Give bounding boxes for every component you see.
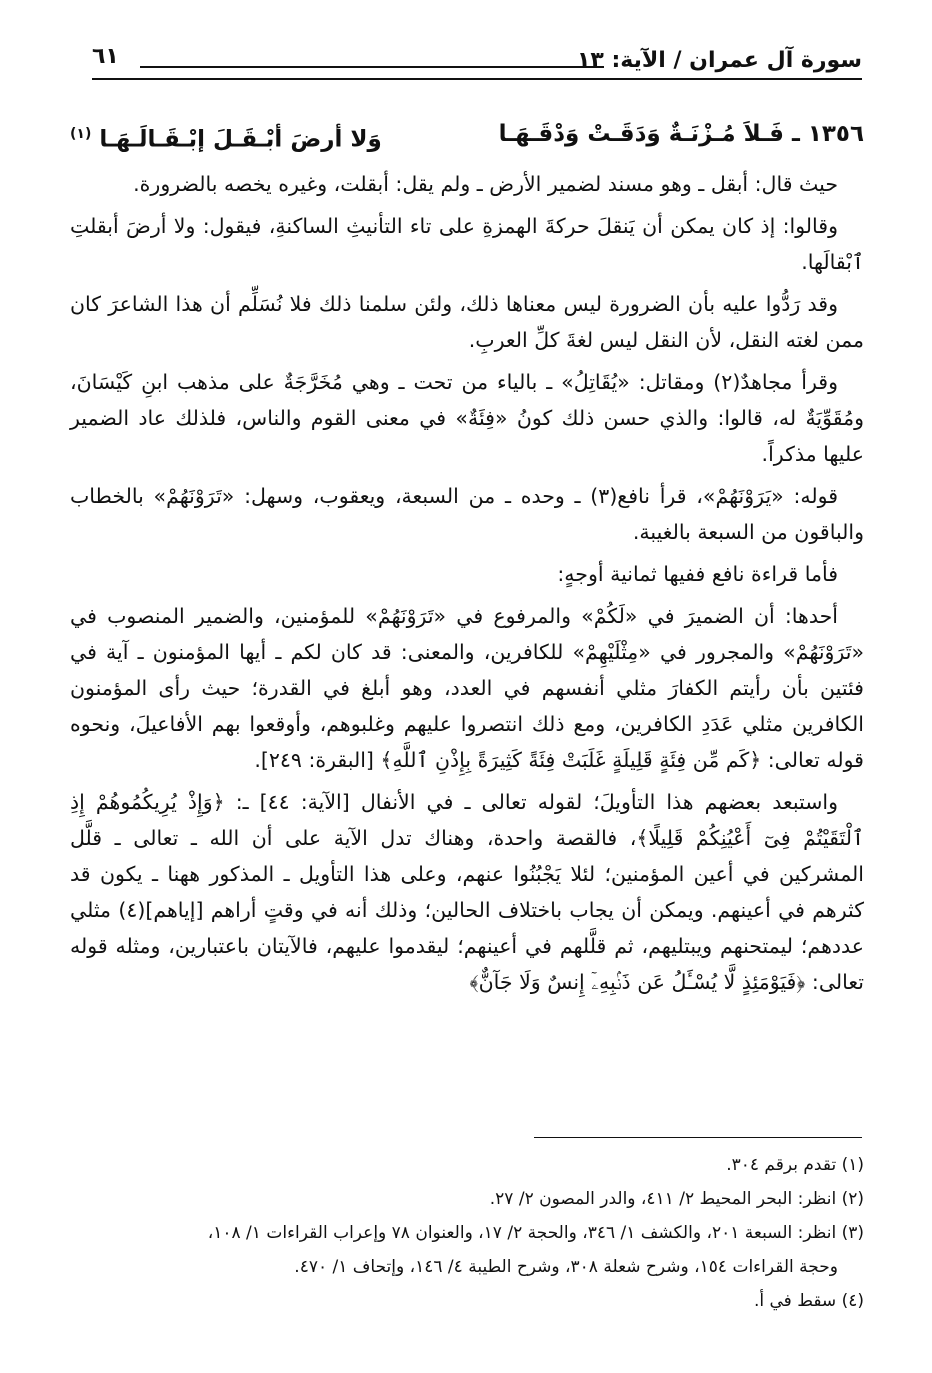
- footnote: (١) تقدم برقم ٣٠٤.: [726, 1155, 864, 1175]
- main-text: [70, 116, 864, 1006]
- footnote-continuation: وحجة القراءات ١٥٤، وشرح شعلة ٣٠٨، وشرح الطيبة ٤/ ١٤٦، وإتحاف ١/ ٤٧٠.: [294, 1257, 838, 1277]
- footnote: (٤) سقط في أ.: [753, 1291, 864, 1311]
- poetry-verse: [70, 116, 864, 158]
- header-underline: [92, 78, 862, 80]
- footnote-separator: [534, 1137, 862, 1138]
- paragraph: فأما قراءة نافع ففيها ثمانية أوجهٍ:: [557, 561, 838, 586]
- paragraph: حيث قال: أبقل ـ وهو مسند لضمير الأرض ـ ولم يقل: أبقلت، وغيره يخصه بالضرورة.: [133, 171, 838, 196]
- footnote: (٢) انظر: البحر المحيط ٢/ ٤١١، والدر المصون ٢/ ٢٧.: [489, 1189, 864, 1209]
- paragraph: واستبعد بعضهم هذا التأويلَ؛ لقوله تعالى ـ في الأنفال [الآية: ٤٤] ـ: ﴿وَإِذْ يُرِيكُمُوهُمْ إِذِ ٱلْتَقَيْتُمْ فِىٓ أَعْيُنِكُمْ قَلِيلًا﴾، فالقصة واحدة، وهناك تدل الآية على أن الله ـ تعالى ـ قلَّل المشركين في أعين المؤمنين؛ لئلا يَجْبُنُوا عنهم، وعلى هذا التأويل ـ المذكور ههنا ـ يكون قد كثرهم في أعينهم. ويمكن أن يجاب باختلاف الحالين؛ وذلك أنه في وقتٍ أراهم [إياهم](٤) مثلي عددهم؛ ليمتحنهم ويبتليهم، ثم قلَّلهم في أعينهم؛ ليقدموا عليهم، فالآيتان باعتبارين، ومثله قوله تعالى: ﴿فَيَوْمَئِذٍ لَّا يُسْـَٔلُ عَن ذَنۢبِهِۦٓ إِنسٌ وَلَا جَآنٌّ﴾: [70, 789, 864, 994]
- paragraph: وقالوا: إذ كان يمكن أن يَنقلَ حركةَ الهمزةِ على تاء التأنيثِ الساكنةِ، فيقول: ولا أرضَ أبقلتِ ٱبْقالَها.: [70, 213, 864, 274]
- footnote: (٣) انظر: السبعة ٢٠١، والكشف ١/ ٣٤٦، والحجة ٢/ ١٧، والعنوان ٧٨ وإعراب القراءات ١/ ١٠٨،: [207, 1223, 864, 1243]
- verse-left-part: [70, 116, 382, 158]
- footnote-marker: (١): [70, 126, 92, 142]
- page-number: ٦١: [92, 44, 119, 69]
- verse-right-hemistich: ـ فَـلاَ مُـزْنَـةٌ وَدَقَـتْ وَدْقَـهَـا: [498, 121, 800, 147]
- paragraph: قوله: «يَرَوْنَهُمْ»، قرأ نافع(٣) ـ وحده ـ من السبعة، ويعقوب، وسهل: «تَرَوْنَهُمْ» بالخطاب والباقون من السبعة بالغيبة.: [70, 483, 864, 544]
- paragraph: أحدها: أن الضميرَ في «لَكُمْ» والمرفوع في «تَرَوْنَهُمْ» للمؤمنين، والضمير المنصوب في «تَرَوْنَهُمْ» والمجرور في «مِثْلَيْهِمْ» للكافرين، والمعنى: قد كان لكم ـ أيها المؤمنون ـ آية في فئتين بأن رأيتم الكفارَ مثلي أنفسهم في العدد، وهو أبلغ في القدرة؛ حيث رأى المؤمنون الكافرين مثلي عَدَدِ الكافرين، ومع ذلك انتصروا عليهم وغلبوهم، وأوقعوا بهم الأفاعيلَ، ونحوه قوله تعالى: ﴿كَم مِّن فِئَةٍ قَلِيلَةٍ غَلَبَتْ فِئَةً كَثِيرَةً بِإِذْنِ ٱللَّهِ﴾ [البقرة: ٢٤٩].: [70, 603, 864, 772]
- running-title: سورة آل عمران / الآية: ١٣: [576, 48, 862, 73]
- paragraph: وقد رَدُّوا عليه بأن الضرورة ليس معناها ذلك، ولئن سلمنا ذلك فلا نُسَلِّم أن هذا الشاعرَ كان ممن لغته النقل، لأن النقل ليس لغةَ كلِّ العربِ.: [70, 291, 864, 352]
- paragraph: وقرأ مجاهدٌ(٢) ومقاتل: «يُقَاتِلُ» ـ بالياء من تحت ـ وهي مُخَرَّجَةٌ على مذهب ابنِ كَيْسَانَ، ومُقَوِّيَةٌ له، قالوا: والذي حسن ذلك كونُ «فِئَةٌ» في معنى القوم والناس، فلذلك عاد الضمير عليها مذكراً.: [70, 369, 864, 466]
- footnotes: [70, 1148, 864, 1318]
- verse-right-part: [499, 116, 864, 158]
- page-header: [92, 38, 862, 82]
- verse-left-hemistich: وَلا أرضَ أبْـقَـلَ إبْـقَـالَـهَـا: [99, 126, 382, 153]
- verse-number: ١٣٥٦: [807, 121, 864, 147]
- header-rule: [140, 66, 604, 68]
